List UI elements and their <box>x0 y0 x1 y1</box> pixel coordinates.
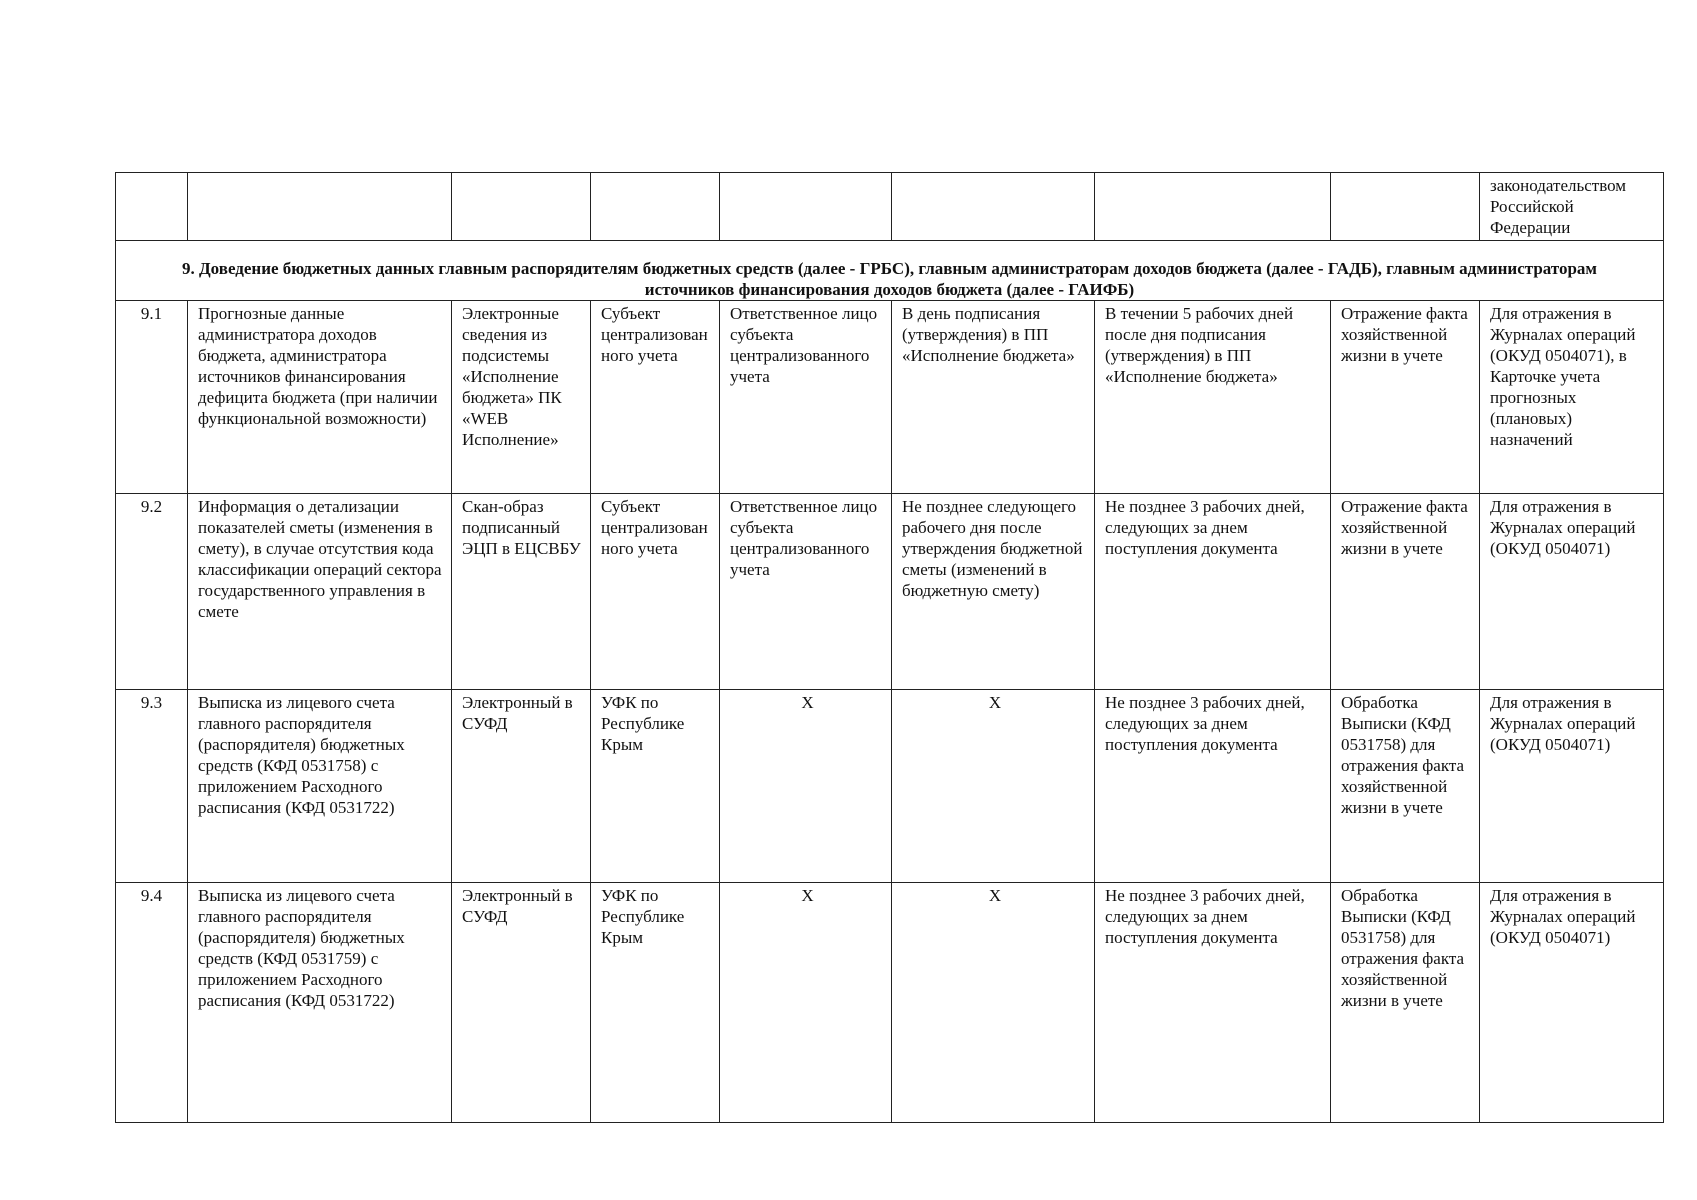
accounting-register: Для отражения в Журналах операций (ОКУД 0504071) <box>1480 690 1664 883</box>
accounting-register: Для отражения в Журналах операций (ОКУД 0504071), в Карточке учета прогнозных (плановых) назначений <box>1480 301 1664 494</box>
document-creator: УФК по Республике Крым <box>591 690 720 883</box>
responsible-person: Ответственное лицо субъекта централизованного учета <box>720 301 892 494</box>
purpose: Обработка Выписки (КФД 0531758) для отражения факта хозяйственной жизни в учете <box>1331 883 1480 1123</box>
table-cell <box>116 173 188 241</box>
document-name: Выписка из лицевого счета главного распорядителя (распорядителя) бюджетных средств (КФД 0531758) с приложением Расходного расписания (КФД 0531722) <box>188 690 452 883</box>
row-number: 9.2 <box>116 494 188 690</box>
document-creator: Субъект централизованного учета <box>591 494 720 690</box>
document-name: Выписка из лицевого счета главного распорядителя (распорядителя) бюджетных средств (КФД 0531759) с приложением Расходного расписания (КФД 0531722) <box>188 883 452 1123</box>
table-row-continuation <box>116 173 1664 241</box>
table-row <box>116 690 1664 883</box>
responsible-person: Х <box>720 690 892 883</box>
table-cell <box>452 173 591 241</box>
table-row <box>116 301 1664 494</box>
accounting-register: Для отражения в Журналах операций (ОКУД 0504071) <box>1480 883 1664 1123</box>
table-cell <box>591 173 720 241</box>
document-name: Прогнозные данные администратора доходов бюджета, администратора источников финансирования дефицита бюджета (при наличии функциональной возможности) <box>188 301 452 494</box>
row-number: 9.1 <box>116 301 188 494</box>
creation-deadline: Х <box>892 690 1095 883</box>
responsible-person: Х <box>720 883 892 1123</box>
table-row <box>116 494 1664 690</box>
submission-deadline: Не позднее 3 рабочих дней, следующих за днем поступления документа <box>1095 883 1331 1123</box>
document-creator: Субъект централизованного учета <box>591 301 720 494</box>
row-number: 9.3 <box>116 690 188 883</box>
responsible-person: Ответственное лицо субъекта централизованного учета <box>720 494 892 690</box>
accounting-register: Для отражения в Журналах операций (ОКУД 0504071) <box>1480 494 1664 690</box>
submission-deadline: Не позднее 3 рабочих дней, следующих за днем поступления документа <box>1095 690 1331 883</box>
table-cell <box>720 173 892 241</box>
table-cell <box>188 173 452 241</box>
creation-deadline: В день подписания (утверждения) в ПП «Исполнение бюджета» <box>892 301 1095 494</box>
document-form: Электронный в СУФД <box>452 690 591 883</box>
section-title: 9. Доведение бюджетных данных главным распорядителям бюджетных средств (далее - ГРБС), главным администраторам доходов бюджета (далее - ГАДБ), главным администраторам источников финансирования доходов бюджета (далее - ГАИФБ) <box>116 241 1664 301</box>
document-creator: УФК по Республике Крым <box>591 883 720 1123</box>
section-header-row <box>116 241 1664 301</box>
document-name: Информация о детализации показателей сметы (изменения в смету), в случае отсутствия кода классификации операций сектора государственного управления в смете <box>188 494 452 690</box>
document-table <box>115 172 1664 1123</box>
row-number: 9.4 <box>116 883 188 1123</box>
document-form: Электронные сведения из подсистемы «Исполнение бюджета» ПК «WEB Исполнение» <box>452 301 591 494</box>
creation-deadline: Х <box>892 883 1095 1123</box>
purpose: Отражение факта хозяйственной жизни в учете <box>1331 301 1480 494</box>
submission-deadline: В течении 5 рабочих дней после дня подписания (утверждения) в ПП «Исполнение бюджета» <box>1095 301 1331 494</box>
submission-deadline: Не позднее 3 рабочих дней, следующих за днем поступления документа <box>1095 494 1331 690</box>
table-cell <box>1095 173 1331 241</box>
table-row <box>116 883 1664 1123</box>
purpose: Обработка Выписки (КФД 0531758) для отражения факта хозяйственной жизни в учете <box>1331 690 1480 883</box>
table-cell-register: законодательством Российской Федерации <box>1480 173 1664 241</box>
document-form: Скан-образ подписанный ЭЦП в ЕЦСВБУ <box>452 494 591 690</box>
creation-deadline: Не позднее следующего рабочего дня после утверждения бюджетной сметы (изменений в бюджетную смету) <box>892 494 1095 690</box>
table-cell <box>892 173 1095 241</box>
document-form: Электронный в СУФД <box>452 883 591 1123</box>
purpose: Отражение факта хозяйственной жизни в учете <box>1331 494 1480 690</box>
table-cell <box>1331 173 1480 241</box>
